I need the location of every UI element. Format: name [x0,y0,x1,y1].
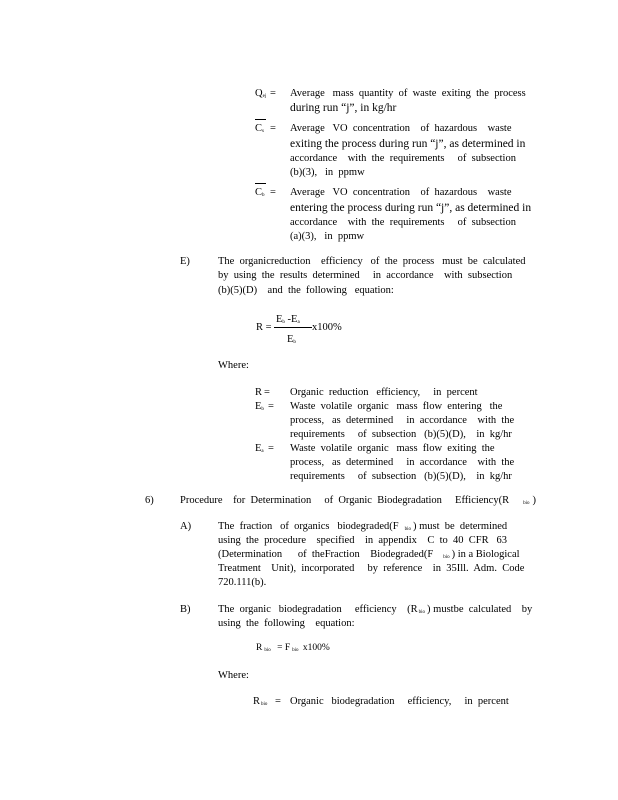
symbol-ea: $E_a$ [255,443,264,454]
definition-text: (b)(3), in ppmw [290,167,365,178]
equals-sign: = [264,387,270,398]
definition-text: process, as determined in accordance with the [290,457,515,468]
item-text: (Determination of theFraction Biodegraded(F $_{bio}$ ) in a Biological [218,549,520,560]
item-text: The organicreduction efficiency of the process must be calculated [218,256,526,267]
definition-text: (a)(3), in ppmw [290,231,365,242]
symbol-q: $Q_{ej}$ [255,88,267,99]
item-label: A) [180,521,192,532]
section-number: 6) [145,495,154,506]
equals-sign: = [270,123,276,134]
equals-sign: = [270,88,276,99]
symbol-rbio: $R_{bio}$ [253,696,268,707]
definition-text: requirements of subsection (b)(5)(D), in kg/hr [290,429,512,440]
overline [255,183,266,184]
symbol-r: R [255,387,263,398]
definition-text: Organic reduction efficiency, in percent [290,387,478,398]
item-text: The organic biodegradation efficiency ($R_{bio}$ ) mustbe calculated by [218,604,533,615]
definition-text: Waste volatile organic mass flow exiting the [290,443,495,454]
definition-text: process, as determined in accordance with the [290,415,515,426]
definition-text: requirements of subsection (b)(5)(D), in kg/hr [290,471,512,482]
equals-sign: = [268,443,274,454]
item-text: by using the results determined in accordance with subsection [218,270,513,281]
item-text: (b)(5)(D) and the following equation: [218,285,394,296]
equation-lhs: R = [256,322,272,333]
symbol-cb: $C_b$ [255,187,265,198]
where-label: Where: [218,670,249,681]
where-label: Where: [218,360,249,371]
definition-text: entering the process during run “j”, as determined in [290,202,532,214]
definition-text: accordance with the requirements of subsection [290,217,516,228]
definition-text: Average mass quantity of waste exiting the process [290,88,526,99]
definition-text: during run “j”, in kg/hr [290,102,397,114]
equals-sign: = [268,401,274,412]
item-text: 720.111(b). [218,577,267,588]
symbol-cs: $C_s$ [255,123,264,134]
fraction-bar [274,327,312,328]
item-text: Treatment Unit), incorporated by reference in 35Ill. Adm. Code [218,563,525,574]
definition-text: Waste volatile organic mass flow entering the [290,401,503,412]
definition-text: accordance with the requirements of subsection [290,153,516,164]
definition-text: exiting the process during run “j”, as determined in [290,138,526,150]
equation-denominator: $E_b$ [287,334,296,345]
section-title: Procedure for Determination of Organic Biodegradation Efficiency(R $_{bio}$ ) [180,495,536,506]
equals-sign: = [270,187,276,198]
item-label: E) [180,256,190,267]
overline [255,119,266,120]
equals-sign: = [275,696,281,707]
equation-tail: x100% [312,322,342,333]
item-text: using the procedure specified in appendix C to 40 CFR 63 [218,535,508,546]
item-label: B) [180,604,191,615]
equation-content: R $_{bio}$ = F $_{bio}$ x100% [256,643,330,653]
item-text: The fraction of organics biodegraded(F $_{bio}$ ) must be determined [218,521,508,532]
definition-text: Organic biodegradation efficiency, in percent [290,696,509,707]
symbol-eb: $E_b$ [255,401,264,412]
definition-text: Average VO concentration of hazardous waste [290,123,512,134]
item-text: using the following equation: [218,618,355,629]
equation-numerator: $E_b$ $-E_a$ [276,314,300,325]
definition-text: Average VO concentration of hazardous waste [290,187,512,198]
